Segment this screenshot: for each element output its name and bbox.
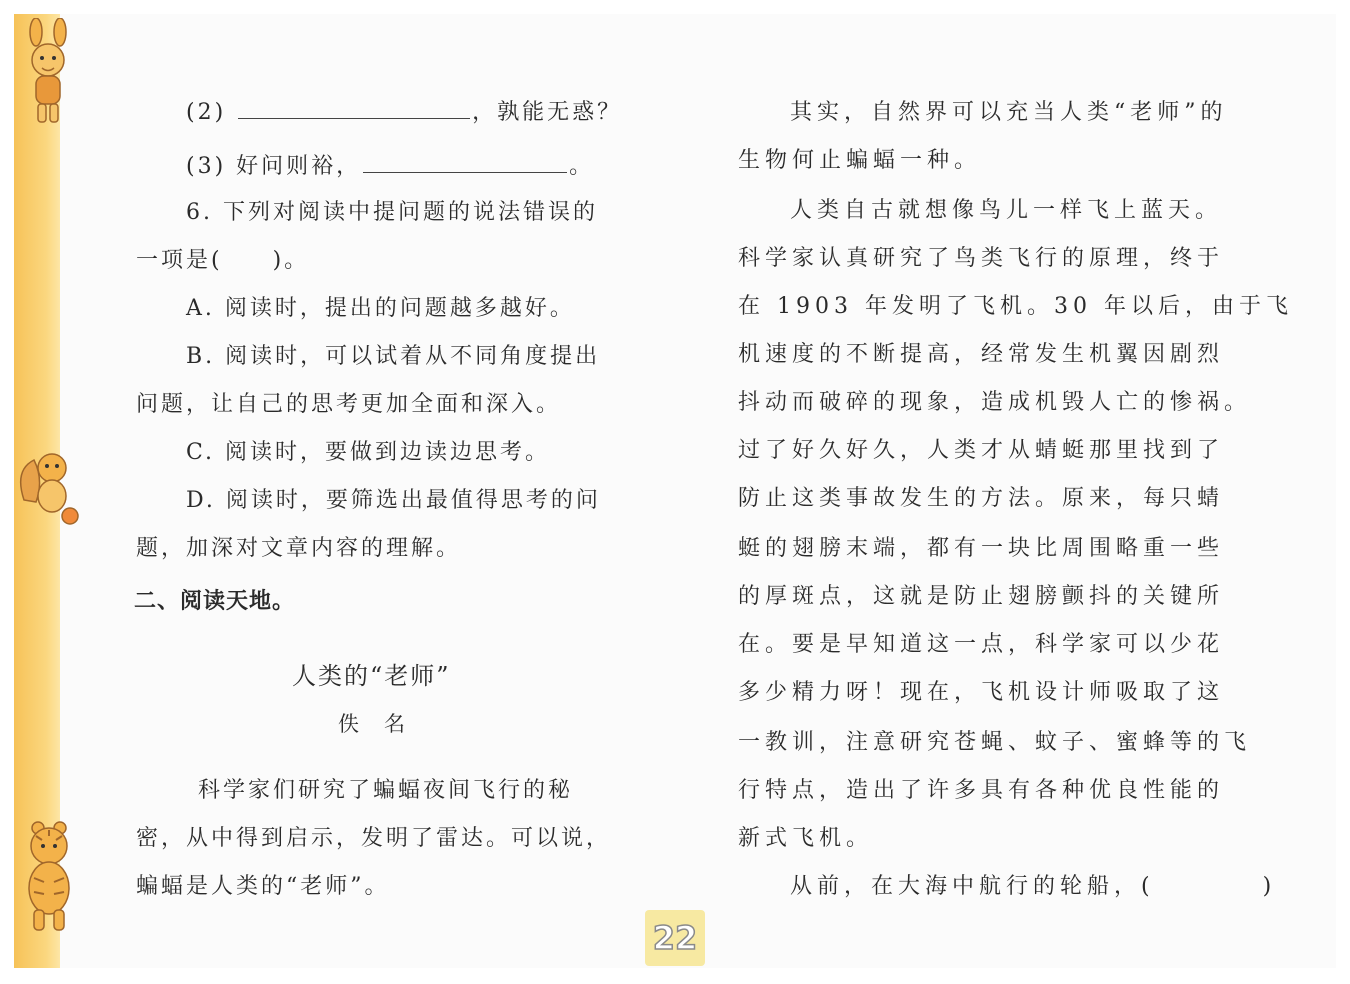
rabbit-icon [14,18,84,128]
question-3-answer-blank[interactable] [363,150,567,173]
paragraph-line: 过了好久好久，人类才从蜻蜓那里找到了 [738,438,1225,463]
question-2-number: (2) [186,100,227,125]
paragraph-line: 在 1903 年发明了飞机。30 年以后，由于飞 [738,294,1293,319]
article-author: 佚 名 [338,712,407,736]
question-3-tail: 。 [569,154,595,179]
question-3 [186,150,594,182]
question-6-line: 一项是( )。 [136,248,310,273]
paragraph-line: 机速度的不断提高，经常发生机翼因剧烈 [738,342,1225,367]
paragraph-line-with-blank[interactable]: 从前，在大海中航行的轮船，( ) [790,874,1277,899]
paragraph-line: 防止这类事故发生的方法。原来，每只蜻 [738,486,1225,511]
option-d-line: D. 阅读时，要筛选出最值得思考的问 [186,488,601,513]
option-c: C. 阅读时，要做到边读边思考。 [186,440,551,465]
paragraph-line: 蝙蝠是人类的“老师”。 [136,874,390,899]
tiger-icon [14,816,84,936]
option-a: A. 阅读时，提出的问题越多越好。 [186,296,575,321]
question-3-head: (3) 好问则裕， [186,154,362,179]
paragraph-line: 生物何止蝙蝠一种。 [738,148,982,173]
option-b-line: 问题，让自己的思考更加全面和深入。 [136,392,562,417]
article-title: 人类的“老师” [292,662,451,690]
question-2-tail: ，孰能无惑？ [472,100,623,125]
paragraph-line: 蜓的翅膀末端，都有一块比周围略重一些 [738,536,1225,561]
paragraph-line: 在。要是早知道这一点，科学家可以少花 [738,632,1225,657]
paragraph-line: 密，从中得到启示，发明了雷达。可以说， [136,826,612,851]
paragraph-line: 一教训，注意研究苍蝇、蚊子、蜜蜂等的飞 [738,730,1252,755]
option-b-line: B. 阅读时，可以试着从不同角度提出 [186,344,601,369]
question-2 [186,96,622,128]
paragraph-line: 科学家认真研究了鸟类飞行的原理，终于 [738,246,1225,271]
page-number-badge [645,910,705,966]
paragraph-line: 科学家们研究了蝙蝠夜间飞行的秘 [198,778,574,803]
section-heading: 二、阅读天地。 [134,589,296,614]
paragraph-line: 的厚斑点，这就是防止翅膀颤抖的关键所 [738,584,1225,609]
page-number: 22 [652,919,698,957]
paragraph-line: 新式飞机。 [738,826,874,851]
paragraph-line: 抖动而破碎的现象，造成机毁人亡的惨祸。 [738,390,1252,415]
paragraph-line: 行特点，造出了许多具有各种优良性能的 [738,778,1225,803]
paragraph-line: 其实，自然界可以充当人类“老师”的 [790,100,1228,125]
paragraph-line: 人类自古就想像鸟儿一样飞上蓝天。 [790,198,1223,223]
squirrel-icon [14,440,84,530]
paragraph-line: 多少精力呀！现在，飞机设计师吸取了这 [738,680,1225,705]
option-d-line: 题，加深对文章内容的理解。 [136,536,462,561]
question-2-answer-blank[interactable] [238,96,470,119]
question-6-line: 6. 下列对阅读中提问题的说法错误的 [186,200,598,225]
